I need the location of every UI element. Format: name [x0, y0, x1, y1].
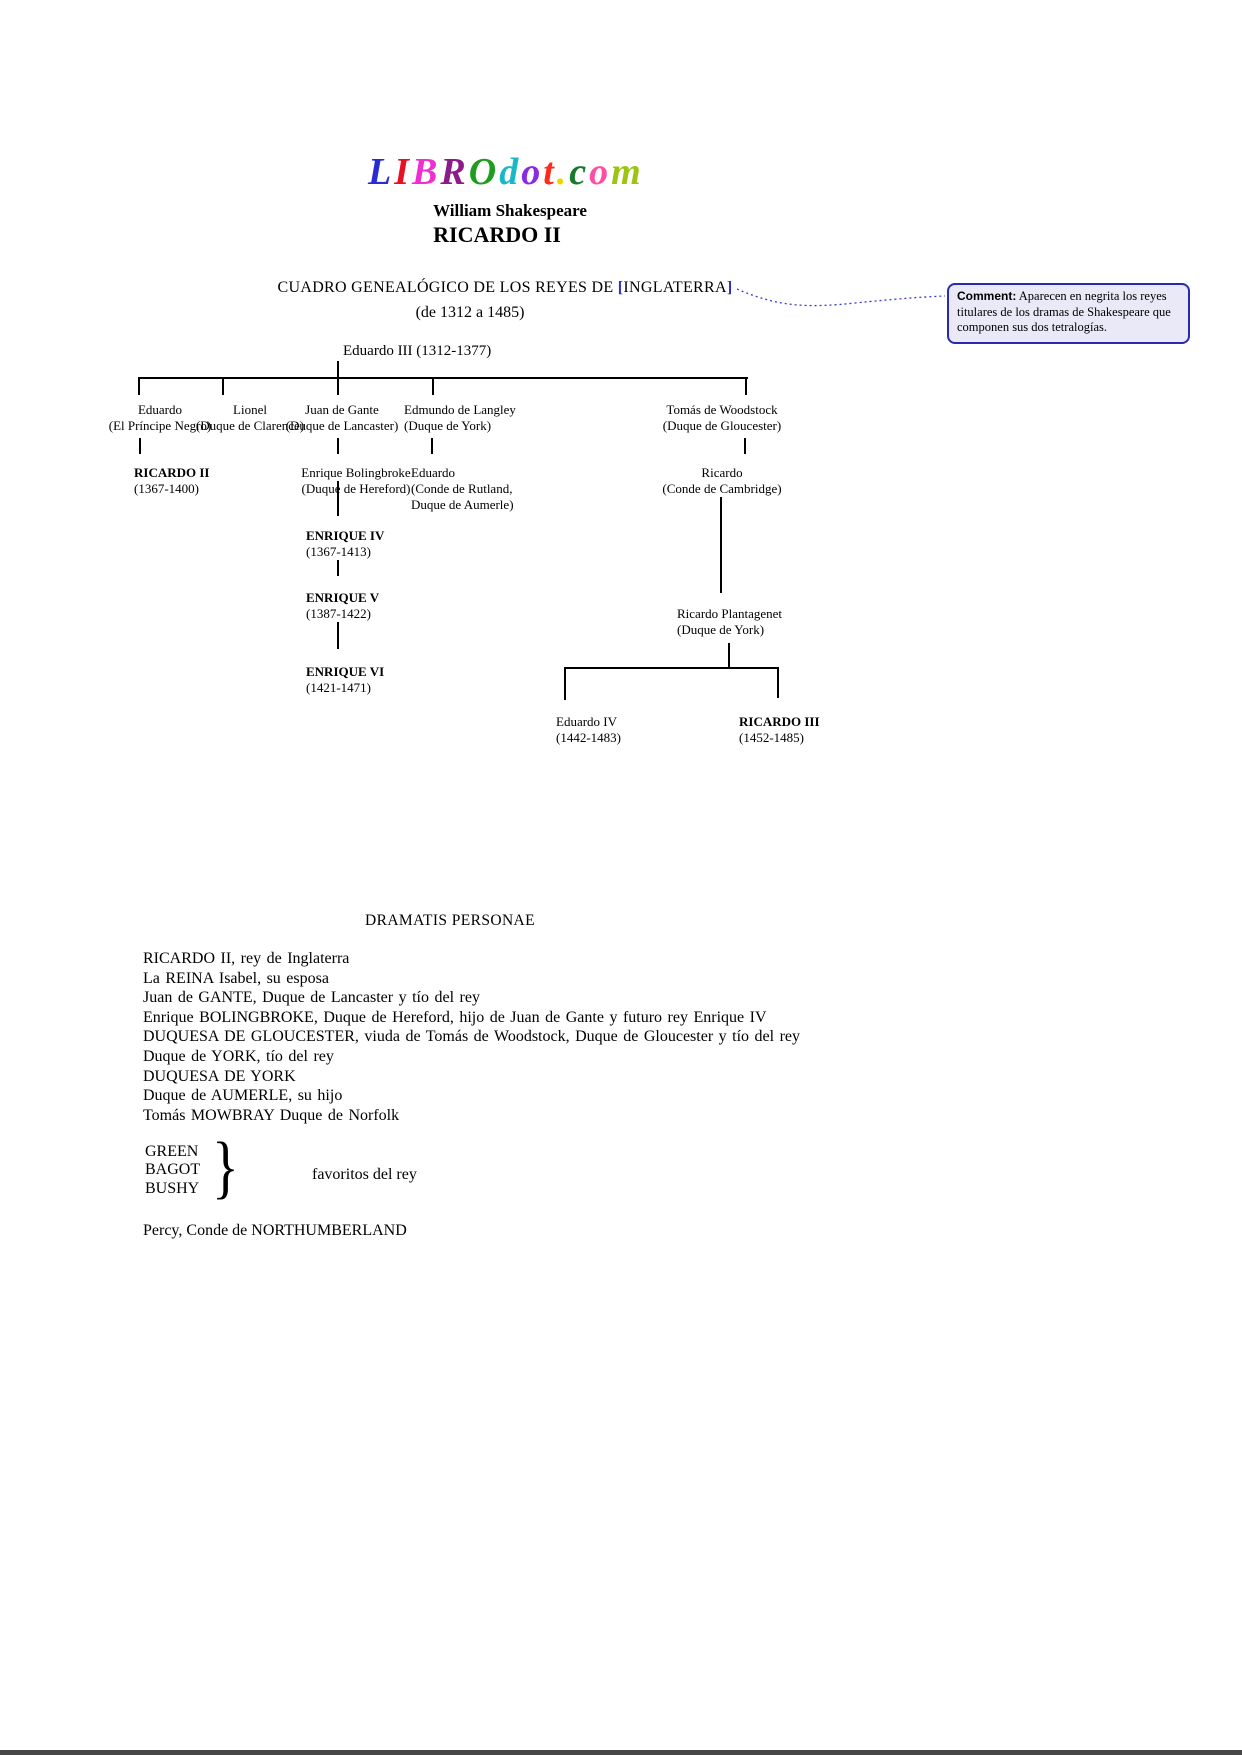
tree-line — [337, 361, 339, 377]
page-bottom-edge — [0, 1750, 1242, 1755]
tree-node-juan-de-gante: Juan de Gante (Duque de Lancaster) — [285, 402, 399, 433]
comment-anchor-bracket-close: ] — [726, 279, 733, 296]
logo-letter: c — [569, 151, 590, 193]
comment-box[interactable] — [947, 283, 1190, 344]
tree-line — [337, 379, 339, 395]
tree-line — [138, 377, 748, 379]
tree-node-ricardo-iii: RICARDO III (1452-1485) — [739, 714, 820, 745]
character-line: DUQUESA DE GLOUCESTER, viuda de Tomás de Woodstock, Duque de Gloucester y tío del rey — [143, 1028, 801, 1046]
tree-line — [138, 379, 140, 395]
heading-subject: INGLATERRA — [623, 279, 727, 296]
logo-letter: O — [468, 151, 500, 193]
tree-line — [564, 667, 779, 669]
character-line: BAGOT — [145, 1161, 201, 1179]
character-line: Duque de AUMERLE, su hijo — [143, 1087, 343, 1105]
genealogy-heading-dates: (de 1312 a 1485) — [415, 304, 525, 321]
librodot-logo — [368, 150, 644, 194]
tree-node-eduardo-iii: Eduardo III (1312-1377) — [343, 343, 492, 359]
tree-node-ricardo-cambridge: Ricardo (Conde de Cambridge) — [662, 465, 782, 496]
tree-line — [337, 560, 339, 576]
tree-line — [744, 438, 746, 454]
tree-node-enrique-bolingbroke: Enrique Bolingbroke (Duque de Hereford) — [301, 465, 411, 496]
tree-node-enrique-v: ENRIQUE V (1387-1422) — [306, 590, 380, 621]
tree-line — [720, 497, 722, 593]
character-line: DUQUESA DE YORK — [143, 1067, 296, 1085]
logo-letter: d — [499, 151, 522, 193]
logo-letter: I — [394, 151, 413, 193]
logo-letter: B — [412, 151, 441, 193]
character-line: GREEN — [145, 1143, 199, 1160]
favorites-names — [145, 1143, 200, 1198]
tree-node-tomas-de-woodstock: Tomás de Woodstock (Duque de Gloucester) — [662, 402, 782, 433]
logo-letter: R — [440, 151, 469, 193]
tree-node-lionel: Lionel (Duque de Clarence) — [195, 402, 305, 433]
curly-brace-glyph: } — [212, 1129, 239, 1206]
heading-text: CUADRO GENEALÓGICO DE LOS REYES DE — [277, 279, 618, 296]
character-line: Duque de YORK, tío del rey — [143, 1047, 334, 1065]
character-line: Enrique BOLINGBROKE, Duque de Hereford, hijo de Juan de Gante y futuro rey Enrique IV — [143, 1008, 767, 1026]
tree-line — [432, 379, 434, 395]
tree-line — [431, 438, 433, 454]
tree-line — [777, 669, 779, 698]
logo-letter: . — [556, 151, 570, 193]
comment-label: Comment: — [957, 289, 1017, 303]
tree-line — [728, 643, 730, 669]
tree-node-enrique-iv: ENRIQUE IV (1367-1413) — [306, 528, 385, 559]
character-line: BUSHY — [145, 1179, 200, 1197]
genealogy-heading — [278, 279, 733, 297]
logo-letter: o — [589, 151, 612, 193]
logo-letter: L — [368, 151, 395, 193]
character-line: RICARDO II, rey de Inglaterra — [143, 950, 350, 967]
tree-node-ricardo-ii: RICARDO II (1367-1400) — [134, 465, 210, 496]
tree-line — [337, 438, 339, 454]
logo-letter: m — [611, 151, 644, 193]
tree-line — [564, 669, 566, 700]
page-title: RICARDO II — [433, 222, 561, 247]
tree-node-eduardo-iv: Eduardo IV (1442-1483) — [556, 714, 621, 745]
favorites-label: favoritos del rey — [312, 1166, 417, 1183]
comment-text: Aparecen en negrita los reyes titulares de los dramas de Shakespeare que componen sus dos tetralogías. — [957, 289, 1171, 334]
tree-line — [745, 379, 747, 395]
logo-letter: o — [521, 151, 544, 193]
tree-node-edmundo-de-langley: Edmundo de Langley (Duque de York) — [404, 402, 516, 433]
character-line: Percy, Conde de NORTHUMBERLAND — [143, 1222, 407, 1239]
dramatis-personae-heading: DRAMATIS PERSONAE — [365, 912, 536, 929]
tree-line — [222, 379, 224, 395]
tree-line — [139, 438, 141, 454]
character-line: Tomás MOWBRAY Duque de Norfolk — [143, 1106, 400, 1124]
character-line: La REINA Isabel, su esposa — [143, 969, 329, 987]
tree-line — [337, 622, 339, 649]
comment-anchor-bracket-open: [ — [617, 279, 624, 296]
character-line: Juan de GANTE, Duque de Lancaster y tío del rey — [143, 989, 480, 1007]
tree-node-eduardo-principe-negro: Eduardo (El Príncipe Negro) — [108, 402, 212, 433]
author-name: William Shakespeare — [433, 201, 587, 220]
tree-node-enrique-vi: ENRIQUE VI (1421-1471) — [306, 664, 385, 695]
dramatis-personae-list — [143, 949, 800, 1125]
tree-node-eduardo-rutland-aumerle: Eduardo (Conde de Rutland, Duque de Aumerle) — [411, 465, 514, 512]
tree-node-ricardo-plantagenet: Ricardo Plantagenet (Duque de York) — [677, 606, 783, 637]
logo-letter: t — [543, 151, 557, 193]
